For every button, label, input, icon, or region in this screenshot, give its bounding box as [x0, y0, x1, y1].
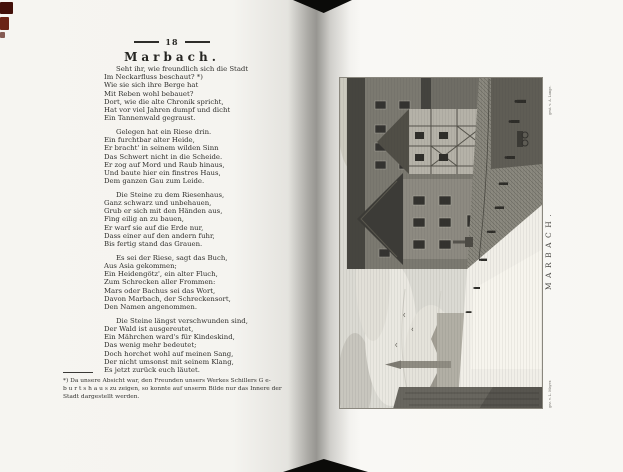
poem-line: Dem ganzen Gau zum Leide.	[104, 177, 205, 186]
stanza-5	[104, 317, 249, 374]
stanza-2	[104, 128, 249, 185]
poem-line: Doch horchet wohl auf meinen Sang,	[104, 349, 234, 358]
page-header	[130, 37, 214, 47]
poem-line: Ganz schwarz und unbehauen,	[104, 199, 212, 208]
footnote-line: *) Da unsere Absicht war, den Freunden unsers Werkes Schillers G e-	[63, 378, 271, 384]
header-dash-right	[185, 41, 210, 42]
poem-line: Ein Tannenwald gegraust.	[104, 114, 196, 123]
poem-line: Das wenig mehr bedeutet;	[104, 341, 197, 350]
artist-credit-area	[548, 366, 556, 408]
poem	[104, 65, 249, 380]
poem-line: Es sei der Riese, sagt das Buch,	[116, 253, 228, 262]
engraver-credit: gest. v. A. Lange.	[548, 85, 552, 115]
engraver-credit-area	[548, 73, 556, 115]
poem-line: Seht ihr, wie freundlich sich die Stadt	[116, 65, 249, 73]
footnote-line: Stadt dargestellt werden.	[63, 394, 140, 401]
poem-line: Zum Schrecken aller Frommen:	[104, 278, 216, 287]
poem-line: Die Steine längst verschwunden sind,	[116, 316, 248, 325]
poem-line: Gelegen hat ein Riese drin.	[116, 127, 212, 136]
stanza-3	[104, 191, 249, 248]
poem-line: Davon Marbach, der Schreckensort,	[104, 294, 231, 303]
poem-line: Den Namen angenommen.	[104, 302, 198, 311]
artist-credit: gez. v. L. Mayer.	[548, 380, 552, 408]
poem-line: Im Neckarfluss beschaut? *)	[104, 73, 203, 82]
poem-line: Mars oder Bachus sei das Wort,	[104, 286, 216, 295]
footnote	[63, 372, 282, 401]
poem-line: Ein Mährchen ward's für Kindeskind,	[104, 333, 235, 342]
poem-line: Der nicht umsonst mit seinem Klang,	[104, 357, 234, 366]
poem-line: Grub er sich mit den Händen aus,	[104, 207, 223, 216]
footnote-line: b u r t s h a u s zu zeigen, so konnte auf unserm Bilde nur das Innere der	[63, 386, 282, 393]
plate-caption-area	[544, 188, 560, 312]
poem-line: Aus Asia gekommen;	[104, 261, 177, 270]
stanza-1	[104, 65, 249, 122]
poem-line: Das Schwert nicht in die Scheide.	[104, 152, 223, 161]
poem-line: Ein furchtbar alter Heide,	[104, 136, 195, 145]
poem-line: Und baute hier ein finstres Haus,	[104, 168, 221, 177]
poem-line: Der Wald ist ausgereutet,	[104, 324, 194, 333]
footnote-rule	[63, 372, 93, 373]
poem-line: Wie sie sich ihre Berge hat	[104, 81, 199, 90]
poem-line: Dort, wie die alte Chronik spricht,	[104, 97, 224, 106]
poem-line: Fing eilig an zu bauen,	[104, 215, 184, 224]
poem-line: Bis fertig stand das Grauen.	[104, 240, 203, 249]
poem-line: Er zog auf Mord und Raub hinaus,	[104, 160, 225, 169]
poem-line: Hat vor viel Jahren dumpf und dicht	[104, 106, 231, 115]
poem-line: Mit Reben wohl bebauet?	[104, 89, 194, 98]
poem-line: Ein Heidengötz', ein alter Fluch,	[104, 270, 218, 279]
poem-line: Es jetzt zurück euch läutet.	[104, 365, 200, 374]
poem-line: Er warf sie auf die Erde nur,	[104, 223, 204, 232]
poem-line: Dass einer auf den andern fuhr,	[104, 231, 215, 240]
poem-title: Marbach.	[124, 50, 220, 64]
red-cover-edge-mark	[0, 17, 9, 30]
red-cover-edge-mark	[0, 2, 13, 14]
red-cover-edge-mark	[0, 32, 5, 38]
poem-line: Die Steine zu dem Riesenhaus,	[116, 190, 225, 199]
page-number: 18	[165, 37, 179, 47]
marbach-engraving	[339, 77, 543, 409]
engraving-plate	[339, 77, 543, 409]
header-dash-left	[134, 41, 159, 42]
plate-caption: MARBACH.	[544, 209, 553, 291]
stanza-4	[104, 254, 249, 311]
poem-line: Er bracht' in seinem wilden Sinn	[104, 144, 219, 153]
